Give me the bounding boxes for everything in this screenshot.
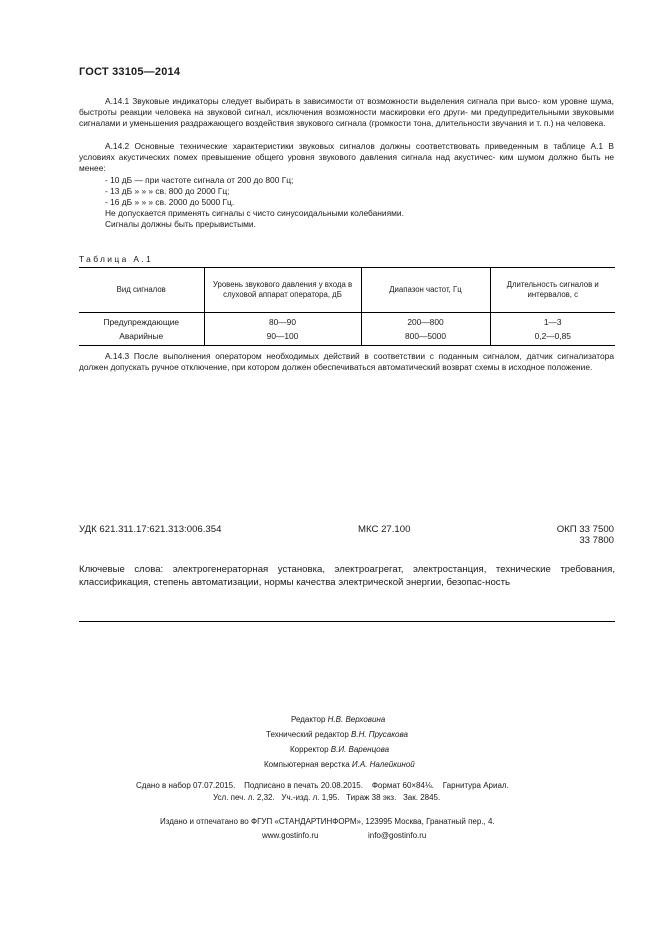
para-line: А.14.3 После выполнения оператором необходимых действий в соответствии с поданным сигналом, датчик сигнализатора должен допускать ручное отключение, при котором должен обеспечиваться автоматический возврат схемы в исходное положение. (79, 351, 614, 373)
table-row (79, 329, 615, 346)
table-cell: 90—100 (204, 329, 361, 346)
table-cell: 80—90 (204, 313, 361, 330)
signals-table (79, 267, 615, 346)
imprint-layout: Компьютерная верстка И.А. Налейкиной (264, 760, 415, 769)
section-a14-2 (79, 141, 614, 231)
section-a14-1 (79, 96, 614, 130)
table-cell: Предупреждающие (103, 317, 180, 327)
table-cell: 800—5000 (361, 329, 490, 346)
para-line: А.14.2 Основные технические характеристики звуковых сигналов должны соответствовать приведенным в таблице А.1 В условиях акустических помех превышение общего уровня звукового давления сигнала над акустичес- ким шумом должно быть не менее: (79, 141, 614, 174)
table-header-row (79, 268, 615, 313)
imprint-tech-editor: Технический редактор В.Н. Прусакова (266, 730, 408, 739)
table-cell: 200—800 (361, 313, 490, 330)
note: Не допускается применять сигналы с чисто синусоидальными колебаниями. (105, 208, 404, 219)
note: Сигналы должны быть прерывистыми. (105, 219, 256, 230)
list-item: - 16 дБ » » » св. 2000 до 5000 Гц. (105, 197, 235, 208)
table-header-cell: Длительность сигналов и интервалов, с (490, 268, 615, 313)
divider (79, 621, 615, 622)
website-link[interactable]: www.gostinfo.ru (262, 831, 319, 840)
table-header-cell: Диапазон частот, Гц (361, 268, 490, 313)
table-cell: 0,2—0,85 (490, 329, 615, 346)
udk-code: УДК 621.311.17:621.313:006.354 (79, 524, 222, 535)
okp-code: ОКП 33 7500 33 7800 (556, 524, 614, 546)
section-a14-3 (79, 351, 614, 373)
table-caption: Таблица А.1 (79, 254, 154, 264)
list-item: - 10 дБ — при частоте сигнала от 200 до 800 Гц; (105, 174, 294, 185)
email-link[interactable]: info@gostinfo.ru (368, 831, 427, 840)
table-cell: 1—3 (490, 313, 615, 330)
imprint-line: Усл. печ. л. 2,32. Уч.-изд. л. 1,95. Тираж 38 экз. Зак. 2845. (213, 793, 441, 802)
list-item: - 13 дБ » » » св. 800 до 2000 Гц; (105, 185, 230, 196)
table-row (79, 313, 615, 330)
document-header: ГОСТ 33105—2014 (79, 66, 181, 78)
mks-code: МКС 27.100 (358, 524, 411, 535)
imprint-corrector: Корректор В.И. Варенцова (290, 745, 390, 754)
para-line: А.14.1 Звуковые индикаторы следует выбирать в зависимости от возможности выделения сигнала при высо- ком уровне шума, быстроты реакции человека на звуковой сигнал, исключения возможности маскировки его други- ми предупредительными звуковыми сигналами и уменьшения раздражающего воздействия звукового сигнала (громкости тона, длительности звучания и т. п.) на человека. (79, 96, 614, 129)
table-header-cell: Уровень звукового давления у входа в слуховой аппарат оператора, дБ (204, 268, 361, 313)
imprint-publisher: Издано и отпечатано во ФГУП «СТАНДАРТИНФОРМ», 123995 Москва, Гранатный пер., 4. (160, 817, 495, 826)
table-header-cell: Вид сигналов (79, 268, 204, 313)
imprint-line: Сдано в набор 07.07.2015. Подписано в печать 20.08.2015. Формат 60×84⅛. Гарнитура Ариал. (136, 781, 509, 790)
table-cell: Аварийные (79, 329, 204, 346)
imprint-editor: Редактор Н.В. Верховина (291, 715, 386, 724)
keywords: Ключевые слова: электрогенераторная установка, электроагрегат, электростанция, технические требования, классификация, степень автоматизации, нормы качества электрической энергии, безопас-ность (79, 564, 615, 588)
